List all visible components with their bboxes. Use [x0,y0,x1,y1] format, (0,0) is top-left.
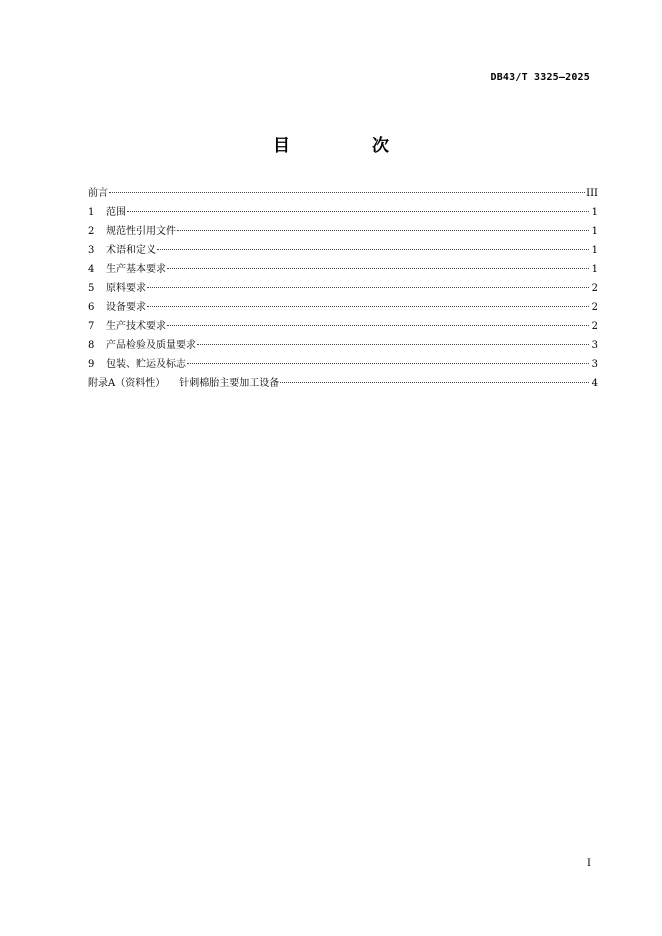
toc-entry-number: 9 [88,359,95,370]
toc-entry-text: 设备要求 [106,302,146,313]
toc-entry-number: 7 [88,321,95,332]
toc-page-number: 1 [591,226,598,237]
toc-entry-number: 3 [88,245,95,256]
toc-entry-basic-requirements[interactable] [88,260,598,279]
toc-entry-normative-references[interactable] [88,222,598,241]
toc-entry-text: 生产技术要求 [106,321,166,332]
toc-page-number: 1 [591,207,598,218]
dot-leader [167,325,589,326]
dot-leader [280,382,589,383]
toc-entry-number: 5 [88,283,95,294]
toc-page-number: 2 [591,283,598,294]
toc-entry-foreword[interactable] [88,184,598,203]
dot-leader [177,230,589,231]
toc-page-number: 1 [591,245,598,256]
toc-entry-number: 8 [88,340,95,351]
dot-leader [147,306,589,307]
toc-entry-number: 2 [88,226,95,237]
toc-entry-number: 4 [88,264,95,275]
toc-entry-technical-requirements[interactable] [88,317,598,336]
toc-title: 目 次 [273,136,427,156]
toc-entry-number: 1 [88,207,95,218]
toc-entry-raw-materials[interactable] [88,279,598,298]
dot-leader [109,192,585,193]
toc-page-number: 1 [591,264,598,275]
toc-entry-appendix-a[interactable] [88,374,598,393]
toc-entry-appendix-label: 附录A（资料性） [88,378,166,389]
toc-entry-text: 生产基本要求 [106,264,166,275]
toc-entry-text: 范围 [106,207,126,218]
dot-leader [167,268,589,269]
document-code: DB43/T 3325—2025 [490,72,590,83]
toc-page-number: 2 [591,321,598,332]
toc-entry-packaging[interactable] [88,355,598,374]
dot-leader [147,287,589,288]
toc-entry-number: 6 [88,302,95,313]
toc-entry-text: 术语和定义 [106,245,156,256]
toc-entry-appendix-title: 针刺棉胎主要加工设备 [179,378,280,389]
toc-entry-terms[interactable] [88,241,598,260]
toc-entry-inspection-quality[interactable] [88,336,598,355]
toc-page-number: III [586,188,598,199]
toc-entry-text: 原料要求 [106,283,146,294]
toc-page-number: 3 [591,359,598,370]
toc-entry-text: 包装、贮运及标志 [106,359,186,370]
toc-entry-text: 产品检验及质量要求 [106,340,196,351]
dot-leader [187,363,589,364]
page-number: I [587,858,591,869]
toc-entry-equipment[interactable] [88,298,598,317]
toc-entry-text: 前言 [88,188,108,199]
dot-leader [157,249,589,250]
dot-leader [127,211,589,212]
toc-entry-text: 规范性引用文件 [106,226,176,237]
toc-page-number: 2 [591,302,598,313]
dot-leader [197,344,589,345]
toc-page-number: 4 [591,378,598,389]
table-of-contents [88,184,598,393]
toc-page-number: 3 [591,340,598,351]
toc-entry-scope[interactable] [88,203,598,222]
